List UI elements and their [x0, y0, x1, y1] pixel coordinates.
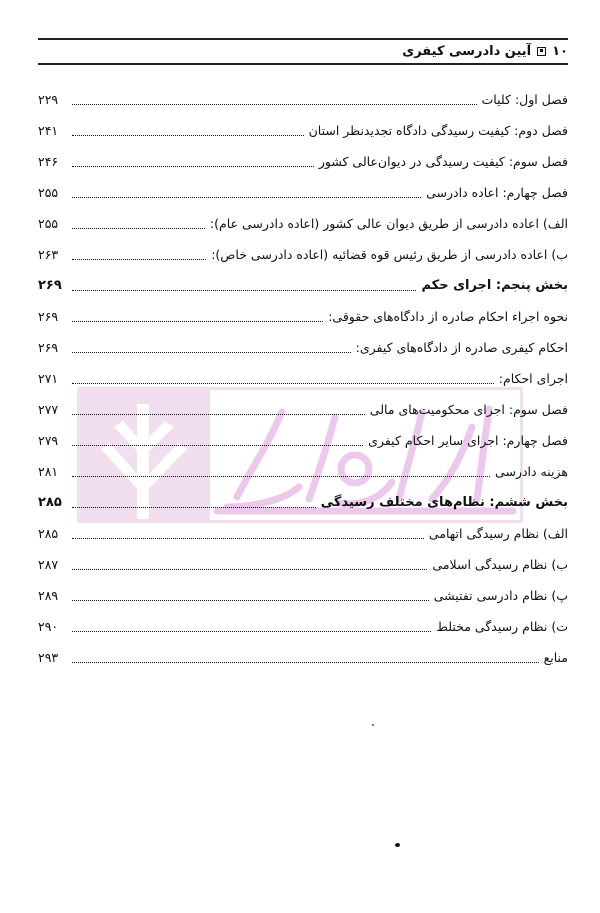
toc-entry-title: ب) اعاده دادرسی از طریق رئیس قوه قضائیه (اعاده دادرسی خاص): — [211, 247, 568, 262]
dot-leader — [72, 631, 431, 632]
toc-entry-title: نحوه اجراء احکام صادره از دادگاه‌های حقوقی: — [328, 309, 568, 324]
toc-entry[interactable] — [38, 359, 568, 390]
dot-leader — [72, 600, 429, 601]
running-head — [402, 41, 568, 61]
toc-entry-title: فصل سوم: اجرای محکومیت‌های مالی — [369, 402, 568, 417]
toc-entry-page: ۲۸۵ — [38, 495, 62, 510]
toc-entry-title: ب) نظام رسیدگی اسلامی — [432, 557, 568, 572]
header-top-rule — [38, 38, 568, 40]
toc-entry-title: هزینه دادرسی — [495, 464, 568, 479]
toc-entry-title: فصل سوم: کیفیت رسیدگی در دیوان‌عالی کشور — [318, 154, 568, 169]
toc-entry-title: ت) نظام رسیدگی مختلط — [436, 619, 568, 634]
toc-entry[interactable] — [38, 390, 568, 421]
toc-entry[interactable] — [38, 235, 568, 266]
toc-entry-title: الف) نظام رسیدگی اتهامی — [428, 526, 568, 541]
toc-entry-page: ۲۶۹ — [38, 278, 62, 293]
toc-entry-page: ۲۹۰ — [38, 619, 59, 634]
dot-leader — [72, 476, 490, 477]
boxed-square-icon — [537, 47, 546, 56]
toc-entry[interactable] — [38, 576, 568, 607]
toc-entry-title: بخش پنجم: اجرای حکم — [421, 278, 568, 293]
toc-entry[interactable] — [38, 204, 568, 235]
dot-leader — [72, 507, 316, 508]
toc-entry-page: ۲۶۹ — [38, 309, 59, 324]
toc-entry-page: ۲۴۱ — [38, 123, 59, 138]
toc-entry[interactable] — [38, 80, 568, 111]
dot-leader — [72, 259, 206, 260]
toc-entry-page: ۲۵۵ — [38, 216, 59, 231]
dot-leader — [72, 197, 421, 198]
toc-entry[interactable] — [38, 545, 568, 576]
toc-entry-page: ۲۸۹ — [38, 588, 59, 603]
toc-entry[interactable] — [38, 173, 568, 204]
toc-entry[interactable] — [38, 328, 568, 359]
toc-entry-title: فصل اول: کلیات — [481, 92, 568, 107]
dot-leader — [72, 662, 539, 663]
toc-entry[interactable] — [38, 638, 568, 669]
running-title: آیین دادرسی کیفری — [402, 43, 532, 59]
dot-leader — [72, 414, 365, 415]
toc-entry-page: ۲۷۱ — [38, 371, 59, 386]
dot-leader — [72, 290, 416, 291]
folio-mark — [395, 843, 400, 847]
dot-leader — [72, 383, 494, 384]
header-bottom-rule — [38, 63, 568, 65]
toc-entry-page: ۲۶۹ — [38, 340, 59, 355]
toc-entry[interactable] — [38, 452, 568, 483]
dot-leader — [72, 569, 427, 570]
toc-entry-title: اجرای احکام: — [498, 371, 568, 386]
dot-leader — [72, 228, 205, 229]
table-of-contents — [38, 80, 568, 669]
toc-part-heading[interactable] — [38, 483, 568, 514]
toc-entry[interactable] — [38, 607, 568, 638]
dot-leader — [72, 104, 477, 105]
toc-entry[interactable] — [38, 297, 568, 328]
toc-entry-page: ۲۸۵ — [38, 526, 59, 541]
toc-entry-title: منابع — [543, 650, 568, 665]
toc-entry[interactable] — [38, 142, 568, 173]
toc-entry-title: پ) نظام دادرسی تفتیشی — [433, 588, 568, 603]
toc-entry-page: ۲۴۶ — [38, 154, 59, 169]
toc-entry-page: ۲۷۷ — [38, 402, 59, 417]
dot-leader — [72, 166, 314, 167]
toc-entry[interactable] — [38, 111, 568, 142]
dot-leader — [72, 445, 363, 446]
dot-leader — [72, 321, 323, 322]
toc-entry-title: فصل چهارم: اعاده دادرسی — [426, 185, 568, 200]
dot-leader — [72, 352, 351, 353]
toc-entry-page: ۲۸۷ — [38, 557, 59, 572]
toc-entry-page: ۲۲۹ — [38, 92, 59, 107]
toc-entry[interactable] — [38, 421, 568, 452]
toc-entry-title: احکام کیفری صادره از دادگاه‌های کیفری: — [355, 340, 568, 355]
toc-part-heading[interactable] — [38, 266, 568, 297]
toc-entry-page: ۲۶۳ — [38, 247, 59, 262]
toc-entry-title: فصل چهارم: اجرای سایر احکام کیفری — [368, 433, 568, 448]
toc-entry[interactable] — [38, 514, 568, 545]
toc-entry-page: ۲۷۹ — [38, 433, 59, 448]
toc-entry-title: بخش ششم: نظام‌های مختلف رسیدگی — [320, 495, 568, 510]
toc-entry-title: الف) اعاده دادرسی از طریق دیوان عالی کشور (اعاده دادرسی عام): — [209, 216, 568, 231]
page-number: ۱۰ — [552, 43, 568, 59]
dot-leader — [72, 135, 304, 136]
toc-entry-title: فصل دوم: کیفیت رسیدگی دادگاه تجدیدنظر استان — [308, 123, 568, 138]
toc-entry-page: ۲۵۵ — [38, 185, 59, 200]
toc-entry-page: ۲۹۳ — [38, 650, 59, 665]
toc-entry-page: ۲۸۱ — [38, 464, 59, 479]
dot-leader — [72, 538, 424, 539]
scan-speck — [372, 724, 374, 726]
